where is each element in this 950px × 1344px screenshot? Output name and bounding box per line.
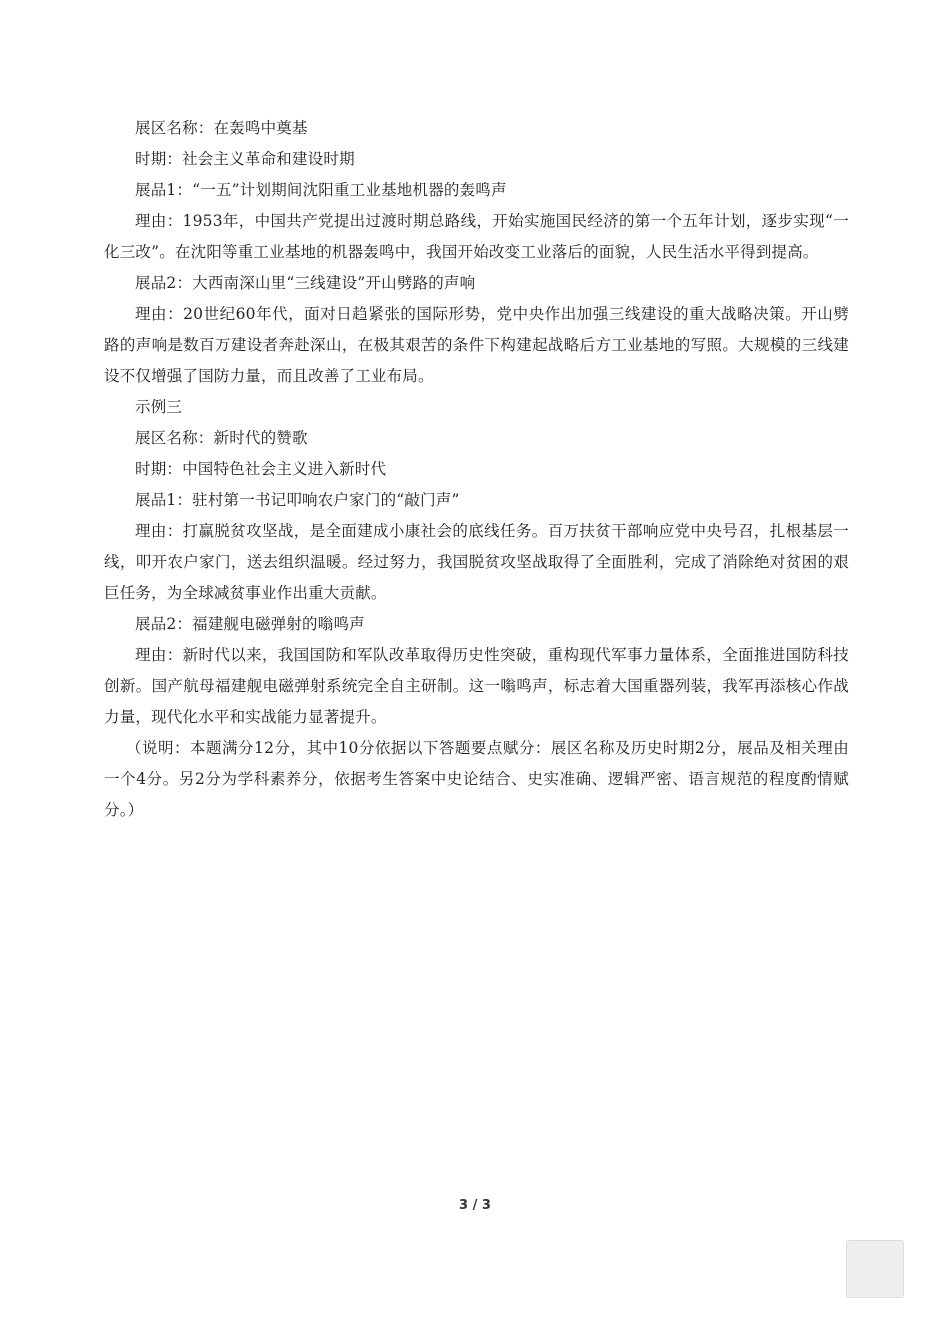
period-label: 时期：中国特色社会主义进入新时代 [135, 460, 387, 478]
page-number: 3 / 3 [459, 1198, 491, 1213]
reason-paragraph: 理由：新时代以来，我国国防和军队改革取得历史性突破，重构现代军事力量体系，全面推进国防科技创新。国产航母福建舰电磁弹射系统完全自主研制。这一嗡鸣声，标志着大国重器列装，我军再添核心作战力量，现代化水平和实战能力显著提升。 [104, 646, 849, 726]
example-heading: 示例三 [135, 398, 183, 416]
exhibit-item: 展品2：大西南深山里“三线建设”开山劈路的声响 [135, 274, 476, 292]
corner-widget[interactable] [846, 1240, 904, 1298]
period-label: 时期：社会主义革命和建设时期 [135, 150, 355, 168]
document-body [104, 113, 849, 826]
reason-paragraph: 理由：打赢脱贫攻坚战，是全面建成小康社会的底线任务。百万扶贫干部响应党中央号召，扎根基层一线，叩开农户家门，送去组织温暖。经过努力，我国脱贫攻坚战取得了全面胜利，完成了消除绝对贫困的艰巨任务，为全球减贫事业作出重大贡献。 [104, 522, 849, 602]
reason-paragraph: 理由：1953年，中国共产党提出过渡时期总路线，开始实施国民经济的第一个五年计划，逐步实现“一化三改”。在沈阳等重工业基地的机器轰鸣中，我国开始改变工业落后的面貌，人民生活水平得到提高。 [104, 212, 849, 261]
scoring-note: （说明：本题满分12分，其中10分依据以下答题要点赋分：展区名称及历史时期2分，展品及相关理由一个4分。另2分为学科素养分，依据考生答案中史论结合、史实准确、逻辑严密、语言规范的程度酌情赋分。） [104, 739, 849, 819]
exhibit-item: 展品2：福建舰电磁弹射的嗡鸣声 [135, 615, 365, 633]
exhibit-item: 展品1：“一五”计划期间沈阳重工业基地机器的轰鸣声 [135, 181, 507, 199]
reason-paragraph: 理由：20世纪60年代，面对日趋紧张的国际形势，党中央作出加强三线建设的重大战略决策。开山劈路的声响是数百万建设者奔赴深山，在极其艰苦的条件下构建起战略后方工业基地的写照。大规模的三线建设不仅增强了国防力量，而且改善了工业布局。 [104, 305, 849, 385]
exhibit-zone-name: 展区名称：在轰鸣中奠基 [135, 119, 308, 137]
exhibit-item: 展品1：驻村第一书记叩响农户家门的“敲门声” [135, 491, 460, 509]
exhibit-zone-name: 展区名称：新时代的赞歌 [135, 429, 308, 447]
